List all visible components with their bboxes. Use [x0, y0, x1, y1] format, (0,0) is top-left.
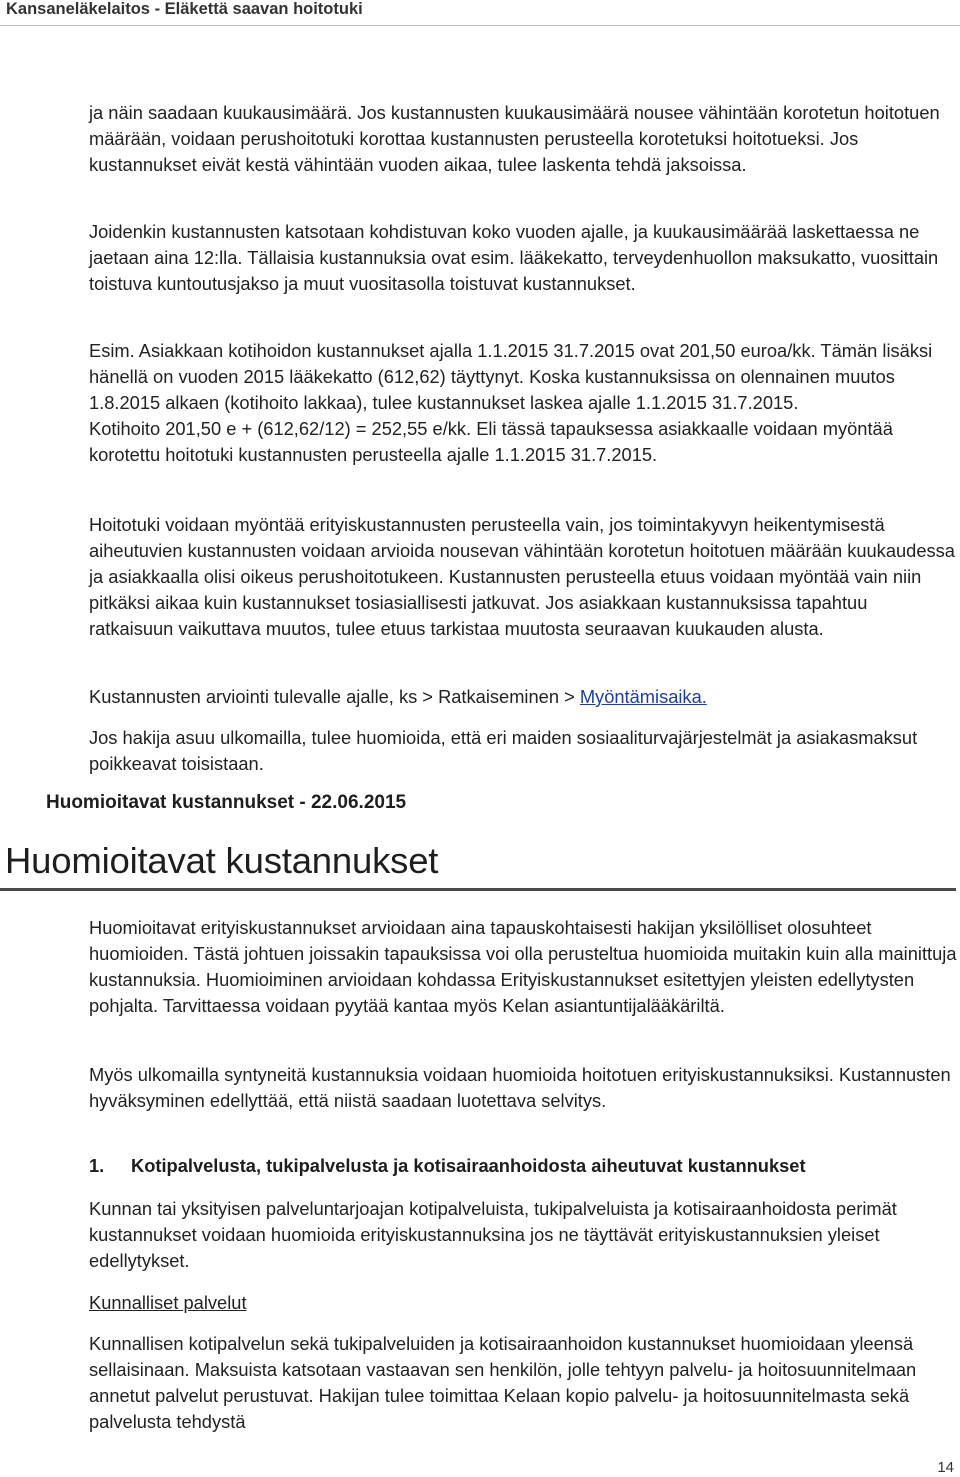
- municipal-services-label: Kunnalliset palvelut: [89, 1292, 247, 1313]
- page-number: 14: [937, 1459, 954, 1476]
- example-text: Esim. Asiakkaan kotihoidon kustannukset ajalla 1.1.2015 31.7.2015 ovat 201,50 euroa/kk. Tämän lisäksi hänellä on vuoden 2015 lääkekatto (612,62) täyttynyt. Koska kustannuksissa on olennainen muutos 1.8.2015 alkaen (kotihoito lakkaa), tulee kustannukset laskea ajalle 1.1.2015 31.7.2015.: [89, 340, 933, 413]
- municipal-services-heading: [89, 1290, 955, 1316]
- paragraph-case-by-case: Huomioitavat erityiskustannukset arvioidaan aina tapauskohtaisesti hakijan yksilölliset olosuhteet huomioiden. Tästä johtuen joissakin tapauksissa voi olla perusteltua huomioida muitakin kuin alla mainittuja kustannuksia. Huomioiminen arvioidaan kohdassa Erityiskustannukset esitettyjen yleisten edellytysten pohjalta. Tarvittaessa voidaan pyytää kantaa myös Kelan asiantuntijalääkäriltä.: [89, 917, 957, 1016]
- myontamisaika-link[interactable]: Myöntämisaika.: [579, 686, 707, 707]
- title-divider: [0, 888, 956, 891]
- paragraph-home-services: Kunnan tai yksityisen palveluntarjoajan kotipalveluista, tukipalveluista ja kotisairaanhoidosta perimät kustannukset voidaan huomioida erityiskustannuksina jos ne täyttävät erityiskustannuksien yleiset edellytykset.: [89, 1198, 897, 1271]
- paragraph-monthly-amount: ja näin saadaan kuukausimäärä. Jos kustannusten kuukausimäärä nousee vähintään korotetun hoitotuen määrään, voidaan perushoitotuki korottaa kustannusten perusteella korotetuksi hoitotueksi. Jos kustannukset eivät kestä vähintään vuoden aikaa, tulee laskenta tehdä jaksoissa.: [89, 102, 940, 175]
- header-divider: [0, 25, 960, 26]
- paragraph-municipal-costs: Kunnallisen kotipalvelun sekä tukipalveluiden ja kotisairaanhoidon kustannukset huomioidaan yleensä sellaisinaan. Maksuista katsotaan vastaavan sen henkilön, jolle tehtyyn palvelu- ja hoitosuunnitelmaan annetut palvelut perustuvat. Hakijan tulee toimittaa Kelaan kopio palvelu- ja hoitosuunnitelmasta sekä palvelusta tehdystä: [89, 1333, 917, 1432]
- evaluation-text: Kustannusten arviointi tulevalle ajalle, ks > Ratkaiseminen >: [89, 686, 580, 707]
- section-subtitle: Huomioitavat kustannukset - 22.06.2015: [46, 792, 407, 813]
- heading-number: 1.: [89, 1155, 105, 1176]
- paragraph-example: [89, 338, 955, 468]
- paragraph-evaluation: [89, 684, 955, 710]
- page-header-title: Kansaneläkelaitos - Eläkettä saavan hoitotuki: [6, 0, 363, 18]
- paragraph-foreign-costs: Myös ulkomailla syntyneitä kustannuksia voidaan huomioida hoitotuen erityiskustannuksiksi. Kustannusten hyväksyminen edellyttää, että niistä saadaan luotettava selvitys.: [89, 1064, 951, 1111]
- paragraph-abroad: Jos hakija asuu ulkomailla, tulee huomioida, että eri maiden sosiaaliturvajärjestelmät ja asiakasmaksut poikkeavat toisistaan.: [89, 727, 918, 774]
- paragraph-yearly-costs: Joidenkin kustannusten katsotaan kohdistuvan koko vuoden ajalle, ja kuukausimäärää laskettaessa ne jaetaan aina 12:lla. Tällaisia kustannuksia ovat esim. lääkekatto, terveydenhuollon maksukatto, vuosittain toistuva kuntoutusjakso ja muut vuositasolla toistuvat kustannukset.: [89, 221, 939, 294]
- page-title: Huomioitavat kustannukset: [5, 840, 439, 881]
- example-calculation: Kotihoito 201,50 e + (612,62/12) = 252,55 e/kk. Eli tässä tapauksessa asiakkaalle voidaan myöntää korotettu hoitotuki kustannusten perusteella ajalle 1.1.2015 31.7.2015.: [89, 418, 893, 465]
- numbered-heading: [89, 1155, 806, 1177]
- paragraph-conditions: Hoitotuki voidaan myöntää erityiskustannusten perusteella vain, jos toimintakyvyn heikentymisestä aiheutuvien kustannusten voidaan arvioida nousevan vähintään korotetun hoitotuen määrään kuukaudessa ja asiakkaalla olisi oikeus perushoitotukeen. Kustannusten perusteella etuus voidaan myöntää vain niin pitkäksi aikaa kuin kustannukset tosiasiallisesti jatkuvat. Jos asiakkaan kustannuksissa tapahtuu ratkaisuun vaikuttava muutos, tulee etuus tarkistaa muutosta seuraavan kuukauden alusta.: [89, 514, 955, 639]
- heading-text: Kotipalvelusta, tukipalvelusta ja kotisairaanhoidosta aiheutuvat kustannukset: [131, 1155, 806, 1176]
